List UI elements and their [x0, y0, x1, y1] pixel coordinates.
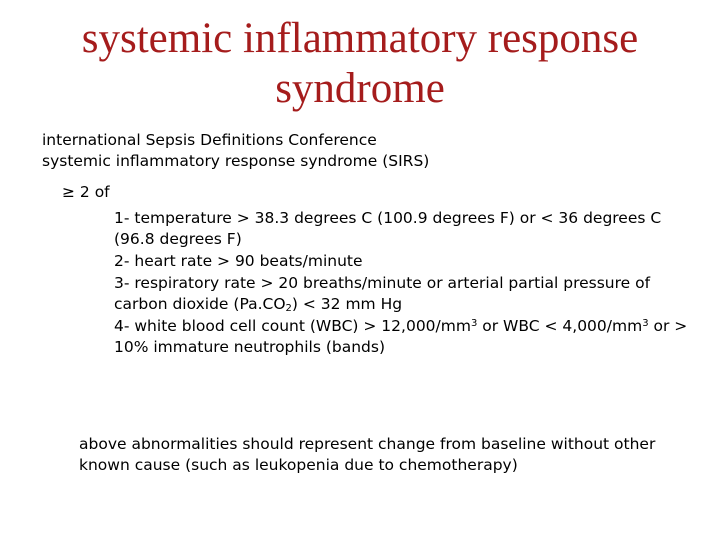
- criterion-respiratory-rate: [114, 273, 706, 315]
- criterion-temperature: 1- temperature > 38.3 degrees C (100.9 degrees F) or < 36 degrees C (96.8 degrees F): [114, 209, 662, 248]
- cubed-superscript-1: 3: [470, 318, 478, 329]
- baseline-note: above abnormalities should represent change from baseline without other known cause (such as leukopenia due to chemotherapy): [79, 435, 656, 474]
- criterion-heart-rate: 2- heart rate > 90 beats/minute: [114, 252, 363, 270]
- criteria-list: [114, 208, 706, 359]
- criterion-wbc-text-3: or > 10% immature neutrophils (bands): [114, 317, 688, 356]
- criterion-wbc-text-2: or WBC < 4,000/mm: [477, 317, 643, 335]
- cubed-superscript-2: 3: [642, 318, 649, 329]
- criterion-respiratory-tail: ) < 32 mm Hg: [291, 295, 403, 313]
- criterion-respiratory-text: 3- respiratory rate > 20 breaths/minute or arterial partial pressure of carbon dioxide (Pa.CO: [114, 274, 651, 313]
- intro-text: [42, 130, 682, 172]
- slide-title: [20, 14, 700, 114]
- intro-line-conference: international Sepsis Definitions Conference: [42, 131, 377, 149]
- intro-line-sirs: systemic inflammatory response syndrome (SIRS): [42, 152, 430, 170]
- criterion-wbc-text-1: 4- white blood cell count (WBC) > 12,000/mm: [114, 317, 471, 335]
- slide-title-line-2: syndrome: [275, 65, 445, 112]
- co2-subscript: 2: [285, 303, 292, 314]
- criteria-heading: ≥ 2 of: [62, 183, 110, 201]
- slide-title-line-1: systemic inflammatory response: [81, 15, 639, 62]
- criterion-white-blood-cell-count: [114, 316, 706, 358]
